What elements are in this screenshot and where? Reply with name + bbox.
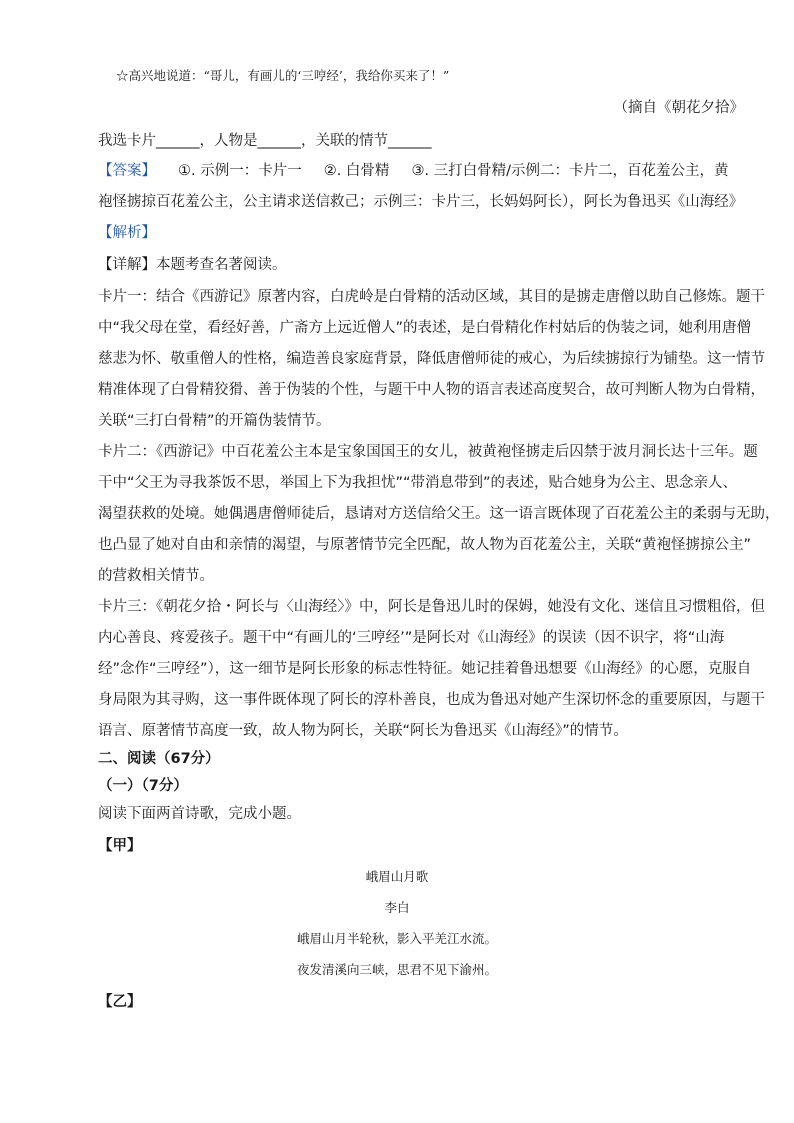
- quote-line: ☆高兴地说道：“哥儿，有画儿的‘三哼经’，我给你买来了！”: [116, 68, 450, 83]
- subsection-title: （一）（7分）: [98, 778, 188, 794]
- card-two-line: 的营救相关情节。: [98, 568, 214, 584]
- poem-b-label: 【乙】: [98, 994, 142, 1010]
- answer-line-2: 袍怪掳掠百花羞公主，公主请求送信救己；示例三：卡片三，长妈妈阿长），阿长为鲁迅买《山海经》: [98, 194, 744, 210]
- card-three-line: 语言、原著情节高度一致，故人物为阿长，关联“阿长为鲁迅买《山海经》”的情节。: [98, 723, 628, 739]
- poem-author: 李白: [384, 900, 410, 915]
- answer-line: [98, 161, 729, 181]
- analysis-tag: 【解析】: [98, 225, 156, 241]
- instruction-line: 阅读下面两首诗歌，完成小题。: [98, 806, 301, 822]
- detail-line: 【详解】本题考查名著阅读。: [98, 257, 287, 273]
- poem-title: 峨眉山月歌: [365, 869, 429, 884]
- card-one-line: 慈悲为怀、敬重僧人的性格，编造善良家庭背景，降低唐僧师徒的戒心，为后续掳掠行为铺垫。这一情节: [98, 351, 765, 367]
- answer-tag: 【答案】: [98, 163, 156, 179]
- card-one-line: 精准体现了白骨精狡猾、善于伪装的个性，与题干中人物的语言表述高度契合，故可判断人物为白骨精，: [98, 382, 765, 398]
- card-three-line: 身局限为其寻购，这一事件既体现了阿长的淳朴善良，也成为鲁迅对她产生深切怀念的重要原因，与题干: [98, 692, 765, 708]
- card-three-line: 卡片三：《朝花夕拾・阿长与〈山海经〉》中，阿长是鲁迅儿时的保姆，她没有文化、迷信且习惯粗俗，但: [98, 599, 765, 615]
- card-one-line: 中“我父母在堂，看经好善，广斋方上远近僧人”的表述，是白骨精化作村姑后的伪装之词，她利用唐僧: [98, 320, 752, 336]
- card-three-line: 内心善良、疼爱孩子。题干中“有画儿的‘三哼经’”是阿长对《山海经》的误读（因不识字，将“山海: [98, 630, 725, 646]
- card-one-line: 关联“三打白骨精”的开篇伪装情节。: [98, 413, 331, 429]
- question-prompt: 我选卡片______，人物是______，关联的情节______: [98, 133, 432, 149]
- answer-part-2: ②. 白骨精: [323, 163, 390, 179]
- poem-line: 夜发清溪向三峡，思君不见下渝州。: [296, 962, 497, 977]
- card-three-line: 经”念作“三哼经”），这一细节是阿长形象的标志性特征。她记挂着鲁迅想要《山海经》的心愿，克服自: [98, 661, 752, 677]
- answer-part-3: ③. 三打白骨精/示例二：卡片二，百花羞公主，黄: [411, 163, 729, 179]
- card-two-line: 渴望获救的处境。她偶遇唐僧师徒后，恳请对方送信给父王。这一语言既体现了百花羞公主的柔弱与无助，: [98, 506, 780, 522]
- card-two-line: 干中“父王为寻我茶饭不思，举国上下为我担忧”“带消息带到”的表述，贴合她身为公主、思念亲人、: [98, 475, 738, 491]
- card-two-line: 也凸显了她对自由和亲情的渴望，与原著情节完全匹配，故人物为百花羞公主，关联“黄袍怪掳掠公主”: [98, 537, 752, 553]
- poem-a-label: 【甲】: [98, 838, 142, 854]
- card-two-line: 卡片二：《西游记》中百花羞公主本是宝象国国王的女儿，被黄袍怪掳走后囚禁于波月洞长达十三年。题: [98, 444, 758, 460]
- answer-part-1: ①. 示例一：卡片一: [178, 163, 302, 179]
- section-title: 二、阅读（67分）: [98, 751, 220, 767]
- quote-source: （摘自《朝花夕拾》: [613, 100, 744, 116]
- poem-line: 峨眉山月半轮秋，影入平羌江水流。: [296, 931, 497, 946]
- card-one-line: 卡片一：结合《西游记》原著内容，白虎岭是白骨精的活动区域，其目的是掳走唐僧以助自己修炼。题干: [98, 289, 765, 305]
